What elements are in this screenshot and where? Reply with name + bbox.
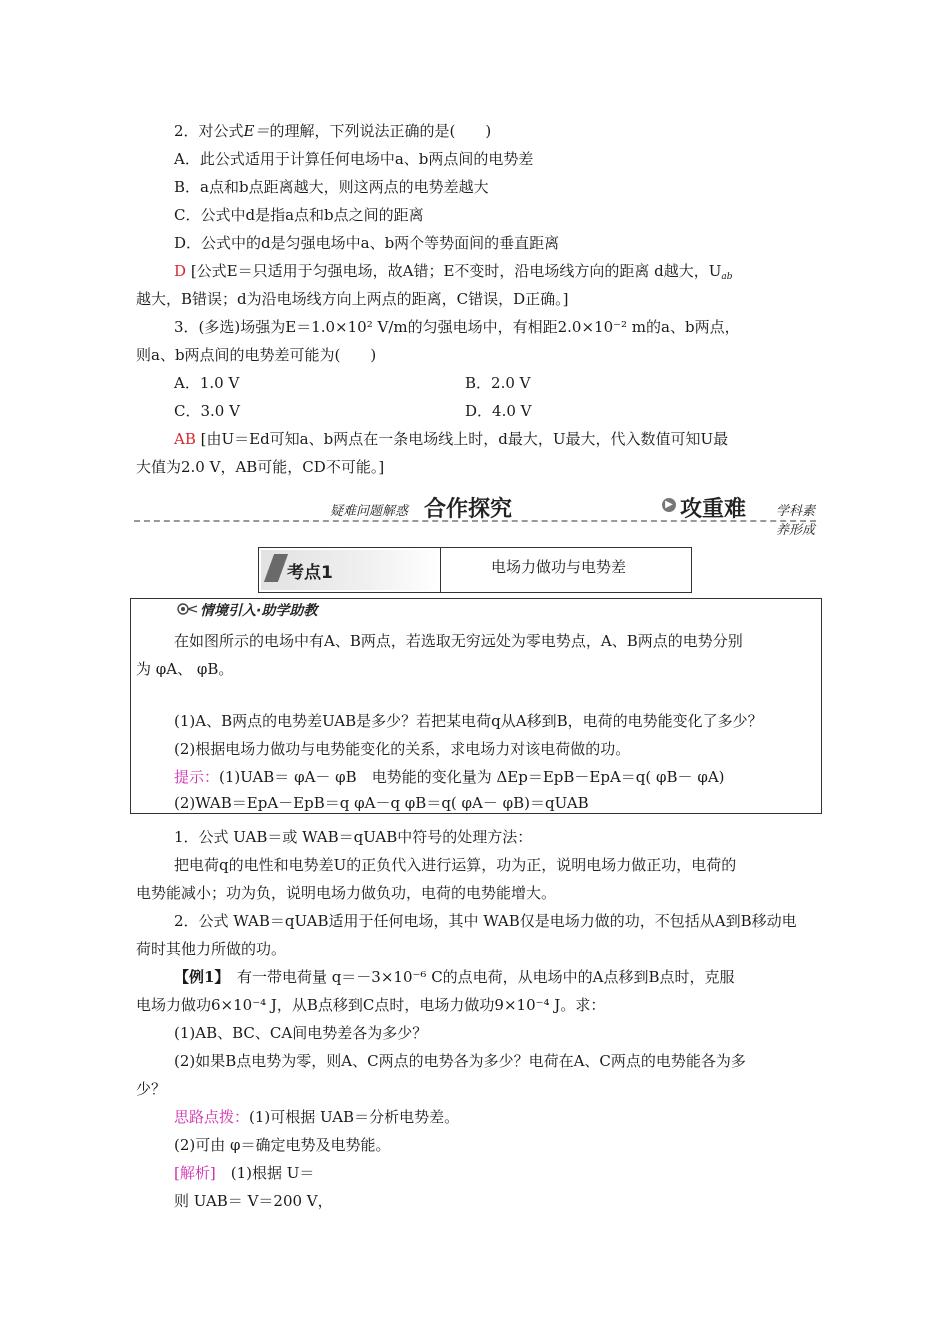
scenario-hint-line1: [174, 766, 725, 788]
example-tip-line2: (2)可由 φ＝确定电势及电势能。: [174, 1136, 391, 1154]
q3-stem-line1: 3．(多选)场强为E＝1.0×10² V/m的匀强电场中，有相距2.0×10⁻² m的a、b两点，: [174, 318, 740, 336]
q2-explain1: [公式E＝只适用于匀强电场，故A错；E不变时，沿电场线方向的距离 d越大，U: [190, 262, 722, 280]
q3-option-c: C．3.0 V: [174, 402, 240, 420]
banner-arrow-icon: ▶: [662, 498, 676, 512]
q3-option-a: A．1.0 V: [174, 374, 240, 392]
banner-title-2: 攻重难: [680, 497, 747, 522]
q2-explanation-line1: [174, 260, 733, 288]
example-q2b: 少？: [136, 1080, 167, 1098]
q3-option-b: B．2.0 V: [465, 374, 531, 392]
kaodian-tag: [261, 550, 439, 590]
solution-text-1: (1)根据 U＝: [215, 1164, 315, 1182]
q2-stem-rest: 的理解，下列说法正确的是( ): [269, 122, 492, 140]
q2-stem: [174, 120, 491, 142]
q2-formula: E＝: [243, 122, 270, 140]
example-solution-line2: 则 UAB＝ V＝200 V，: [174, 1192, 333, 1210]
scenario-q2: (2)根据电场力做功与电势能变化的关系，求电场力对该电荷做的功。: [174, 740, 631, 758]
example-label: 【例1】: [174, 968, 222, 986]
q3-answer: AB: [174, 430, 196, 448]
q3-explanation-line1: [174, 428, 728, 450]
q2-option-d: D．公式中的d是匀强电场中a、b两个等势面间的垂直距离: [174, 234, 560, 252]
q2-stem-text: 2．对公式: [174, 122, 244, 140]
q2-explanation-line2: 越大，B错误；d为沿电场线方向上两点的距离，C错误，D正确。]: [136, 290, 569, 308]
kaodian-divider: [440, 548, 441, 592]
banner-divider: [134, 520, 816, 522]
hint-label: 提示：: [174, 768, 220, 786]
scenario-icon: [176, 602, 198, 616]
example-solution-line1: [174, 1162, 314, 1184]
example-s1: 有一带电荷量 q＝－3×10⁻⁶ C的点电荷，从电场中的A点移到B点时，克服: [221, 968, 735, 986]
q2-option-b: B．a点和b点距离越大，则这两点的电势差越大: [174, 178, 489, 196]
q3-explanation-line2: 大值为2.0 V，AB可能，CD不可能。]: [136, 458, 385, 476]
q3-explain1: [由U＝Ed可知a、b两点在一条电场线上时，d最大，U最大，代入数值可知U最: [200, 430, 729, 448]
q3-stem-line2: 则a、b两点间的电势差可能为( ): [136, 346, 377, 364]
note-1b: 电势能减小；功为负，说明电场力做负功，电荷的电势能增大。: [136, 884, 557, 902]
example-line2: 电场力做功6×10⁻⁴ J，从B点移到C点时，电场力做功9×10⁻⁴ J。求：: [136, 996, 606, 1014]
note-1a: 把电荷q的电性和电势差U的正负代入进行运算，功为正，说明电场力做正功，电荷的: [174, 856, 737, 874]
banner-title-1: 合作探究: [424, 497, 513, 522]
banner-right-text: 学科素养形成: [776, 504, 816, 538]
scenario-q1: (1)A、B两点的电势差UAB是多少？若把某电荷q从A移到B，电荷的电势能变化了多少？: [174, 712, 763, 730]
q3-option-d: D．4.0 V: [465, 402, 532, 420]
note-2a: 2．公式 WAB＝qUAB适用于任何电场，其中 WAB仅是电场力做的功，不包括从A到B移动电: [174, 912, 797, 930]
example-tip-line1: [174, 1106, 459, 1128]
scenario-p2: 为 φA、 φB。: [136, 660, 234, 678]
q2-option-c: C．公式中d是指a点和b点之间的距离: [174, 206, 424, 224]
example-line1: [174, 966, 735, 988]
kaodian-title: 电场力做功与电势差: [491, 558, 627, 576]
banner-left-text: 疑难问题解惑: [330, 504, 409, 519]
example-q1: (1)AB、BC、CA间电势差各为多少？: [174, 1024, 428, 1042]
tip-text-1: (1)可根据 UAB＝分析电势差。: [249, 1108, 460, 1126]
q2-explain-sub: ab: [721, 272, 733, 282]
q2-option-a: A．此公式适用于计算任何电场中a、b两点间的电势差: [174, 150, 534, 168]
hint-text-1: (1)UAB＝ φA－ φB 电势能的变化量为 ΔEp＝EpB－EpA＝q( φB－ φA): [219, 768, 725, 786]
section-banner: [134, 490, 816, 538]
kaodian-stripe: [264, 554, 288, 582]
note-1: 1．公式 UAB＝或 WAB＝qUAB中符号的处理方法：: [174, 828, 533, 846]
kaodian-tag-text: 考点1: [287, 563, 333, 583]
note-2b: 荷时其他力所做的功。: [136, 940, 287, 958]
kaodian-header: [258, 547, 692, 593]
scenario-hint-line2: (2)WAB＝EpA－EpB＝q φA－q φB＝q( φA－ φB)＝qUAB: [174, 794, 589, 812]
solution-label: [解析]: [174, 1164, 216, 1182]
example-q2a: (2)如果B点电势为零，则A、C两点的电势各为多少？电荷在A、C两点的电势能各为多: [174, 1052, 746, 1070]
scenario-p1: 在如图所示的电场中有A、B两点，若选取无穷远处为零电势点，A、B两点的电势分别: [174, 632, 743, 650]
q2-answer: D: [174, 262, 187, 280]
scenario-label: 情境引入·助学助教: [200, 603, 318, 619]
tip-label: 思路点拨：: [174, 1108, 250, 1126]
